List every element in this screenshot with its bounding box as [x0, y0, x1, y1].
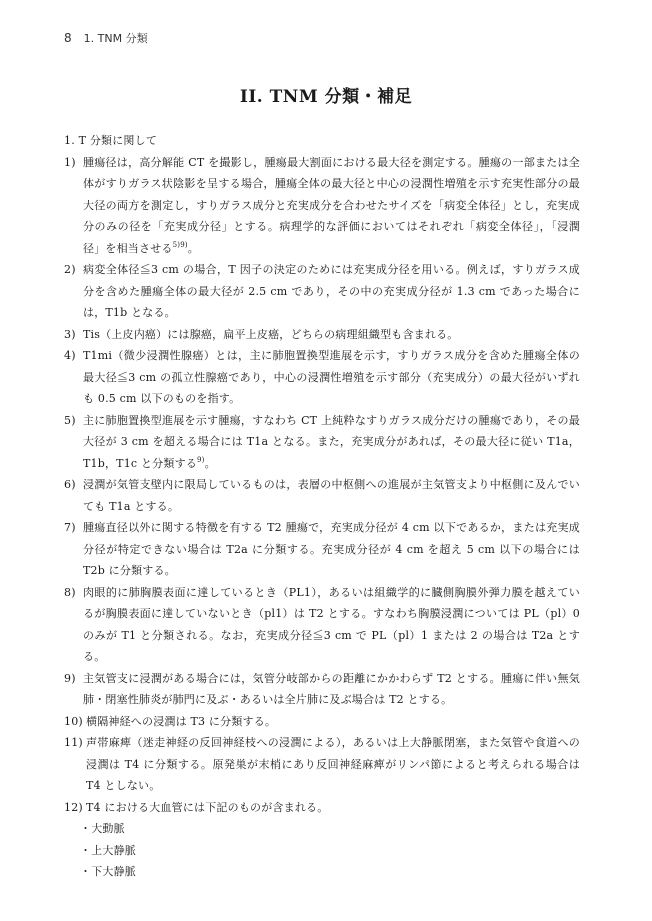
list-item: [64, 324, 580, 346]
item-number: 1): [64, 155, 76, 169]
item-text: 病変全体径≦3 cm の場合，T 因子の決定のためには充実成分径を用いる。例えば，すりガラス成分を含めた腫瘍全体の最大径が 2.5 cm であり，その中の充実成分径が 1.3 cm であった場合には，T1b となる。: [83, 263, 580, 319]
item-text: 腫瘍直径以外に関する特徴を有する T2 腫瘍で，充実成分径が 4 cm 以下であるか，または充実成分径が特定できない場合は T2a に分類する。充実成分径が 4 cm を超え 5 cm 以下の場合には T2b に分類する。: [83, 521, 580, 577]
list-item: [64, 797, 580, 819]
item-text: 主気管支に浸潤がある場合には，気管分岐部からの距離にかかわらず T2 とする。腫瘍に伴い無気肺・閉塞性肺炎が肺門に及ぶ・あるいは全片肺に及ぶ場合は T2 とする。: [83, 671, 580, 706]
item-number: 3): [64, 327, 76, 341]
vessel-item: ・大動脈: [80, 822, 125, 835]
item-text: 主に肺胞置換型進展を示す腫瘍，すなわち CT 上純粋なすりガラス成分だけの腫瘍であり，その最大径が 3 cm を超える場合には T1a となる。また，充実成分があれば，その最大径に従い T1a，T1b，T1c と分類する: [83, 413, 580, 470]
list-item: [64, 668, 580, 711]
t-classification-list: [64, 152, 580, 819]
item-text: Tis（上皮内癌）には腺癌，扁平上皮癌，どちらの病理組織型も含まれる。: [83, 327, 459, 341]
item-text: T1mi（微少浸潤性腺癌）とは，主に肺胞置換型進展を示す，すりガラス成分を含めた腫瘍全体の最大径≦3 cm の孤立性腺癌であり，中心の浸潤性増殖を示す部分（充実成分）の最大径がいずれも 0.5 cm 以下のものを指す。: [83, 349, 580, 405]
item-tail: 。: [204, 456, 216, 470]
item-number: 8): [64, 585, 76, 599]
item-number: 12): [64, 800, 83, 814]
item-text: 浸潤が気管支壁内に限局しているものは，表層の中枢側への進展が主気管支より中枢側に及んでいても T1a とする。: [83, 478, 580, 513]
item-number: 2): [64, 263, 76, 276]
list-item: [64, 410, 580, 475]
vessel-item: ・下大静脈: [80, 865, 136, 878]
list-item: [64, 732, 580, 797]
item-text: T4 における大血管には下記のものが含まれる。: [86, 800, 329, 814]
list-item: [64, 345, 580, 410]
list-item: [64, 474, 580, 517]
item-tail: 。: [187, 241, 199, 255]
item-number: 5): [64, 413, 76, 427]
list-item: [64, 582, 580, 668]
citation-ref: 5)9): [172, 240, 188, 249]
item-number: 4): [64, 349, 76, 362]
running-title: 1. TNM 分類: [83, 32, 148, 45]
item-number: 7): [64, 521, 76, 534]
page-number: 8: [64, 31, 72, 45]
item-number: 9): [64, 671, 76, 685]
item-number: 10): [64, 714, 83, 728]
item-text: 横隔神経への浸潤は T3 に分類する。: [86, 714, 277, 728]
list-item: [64, 259, 580, 324]
list-item: [64, 152, 580, 260]
content-body: [64, 130, 580, 883]
great-vessels-list: [64, 818, 580, 883]
section-heading: 1. T 分類に関して: [64, 134, 158, 147]
citation-ref: 9): [196, 455, 205, 464]
item-text: 声帯麻痺（迷走神経の反回神経枝への浸潤による），あるいは上大静脈閉塞，また気管や食道への浸潤は T4 に分類する。原発巣が末梢にあり反回神経麻痺がリンパ節によると考えられる場合は T4 としない。: [86, 736, 580, 792]
list-item: [64, 711, 580, 733]
page-title: II. TNM 分類・補足: [239, 87, 413, 107]
item-number: 6): [64, 478, 76, 491]
item-text: 肉眼的に肺胸膜表面に達しているとき（PL1），あるいは組織学的に臓側胸膜外弾力膜を越えているが胸膜表面に達していないとき（pl1）は T2 とする。すなわち胸膜浸潤については PL（pl）0 のみが T1 と分類される。なお，充実成分径≦3 cm で PL（pl）1 または 2 の場合は T2a とする。: [83, 585, 580, 663]
list-item: [64, 517, 580, 582]
running-header: [64, 30, 148, 46]
item-number: 11): [64, 736, 83, 749]
item-text: 腫瘍径は，高分解能 CT を撮影し，腫瘍最大割面における最大径を測定する。腫瘍の一部または全体がすりガラス状陰影を呈する場合，腫瘍全体の最大径と中心の浸潤性増殖を示す充実性部分の最大径の両方を測定し，すりガラス成分と充実成分を合わせたサイズを「病変全体径」とし，充実成分のみの径を「充実成分径」とする。病理学的な評価においてはそれぞれ「病変全体径」，「浸潤径」を相当させる: [83, 155, 580, 255]
vessel-item: ・上大静脈: [80, 843, 136, 857]
